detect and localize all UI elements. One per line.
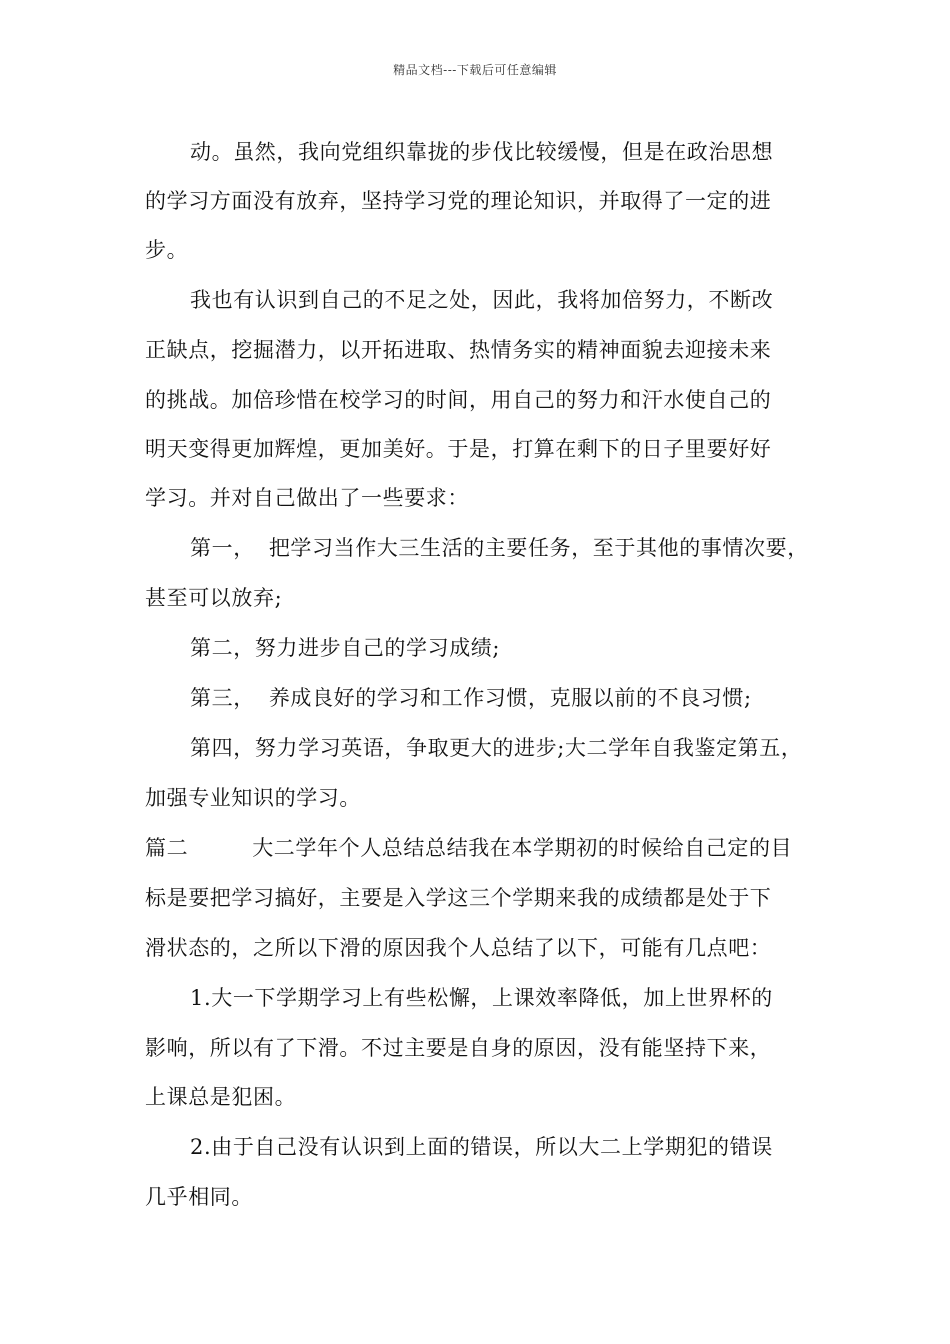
paragraph-line: 几乎相同。	[145, 1185, 253, 1209]
list-item-label: 第一，	[190, 536, 255, 560]
paragraph-line: 动。虽然，我向党组织靠拢的步伐比较缓慢，但是在政治思想	[190, 140, 774, 164]
paragraph-line: 1.大一下学期学习上有些松懈，上课效率降低，加上世界杯的	[190, 986, 773, 1010]
list-item-text: 养成良好的学习和工作习惯，克服以前的不良习惯;	[268, 686, 752, 710]
paragraph-line: 的挑战。加倍珍惜在校学习的时间，用自己的努力和汗水使自己的	[145, 388, 772, 412]
paragraph-line: 影响，所以有了下滑。不过主要是自身的原因，没有能坚持下来，	[145, 1036, 772, 1060]
list-item-line: 第四，努力学习英语，争取更大的进步;大二学年自我鉴定第五，	[190, 736, 803, 760]
paragraph-line: 正缺点，挖掘潜力，以开拓进取、热情务实的精神面貌去迎接未来	[145, 338, 772, 362]
paragraph-line: 2.由于自己没有认识到上面的错误，所以大二上学期犯的错误	[190, 1135, 773, 1159]
paragraph-line: 步。	[145, 238, 189, 262]
paragraph-line: 加强专业知识的学习。	[145, 786, 361, 810]
paragraph-line: 甚至可以放弃;	[145, 586, 283, 610]
list-item-label: 第三，	[190, 686, 255, 710]
section-line	[145, 834, 825, 862]
list-item-line	[190, 534, 830, 562]
list-item-text: 把学习当作大三生活的主要任务，至于其他的事情次要，	[268, 536, 809, 560]
paragraph-line: 标是要把学习搞好，主要是入学这三个学期来我的成绩都是处于下	[145, 886, 772, 910]
paragraph-line: 的学习方面没有放弃，坚持学习党的理论知识，并取得了一定的进	[145, 189, 772, 213]
paragraph-line: 明天变得更加辉煌，更加美好。于是，打算在剩下的日子里要好好	[145, 437, 772, 461]
paragraph-line: 我也有认识到自己的不足之处，因此，我将加倍努力，不断改	[190, 288, 774, 312]
section-label: 篇二	[145, 836, 189, 860]
paragraph-line: 学习。并对自己做出了一些要求：	[145, 486, 469, 510]
paragraph-line: 滑状态的，之所以下滑的原因我个人总结了以下，可能有几点吧：	[145, 936, 772, 960]
page-header: 精品文档---下载后可任意编辑	[393, 63, 557, 77]
section-text: 大二学年个人总结总结我在本学期初的时候给自己定的目	[252, 836, 793, 860]
list-item-line: 第二，努力进步自己的学习成绩;	[190, 636, 501, 660]
list-item-line	[190, 684, 830, 712]
paragraph-line: 上课总是犯困。	[145, 1085, 297, 1109]
